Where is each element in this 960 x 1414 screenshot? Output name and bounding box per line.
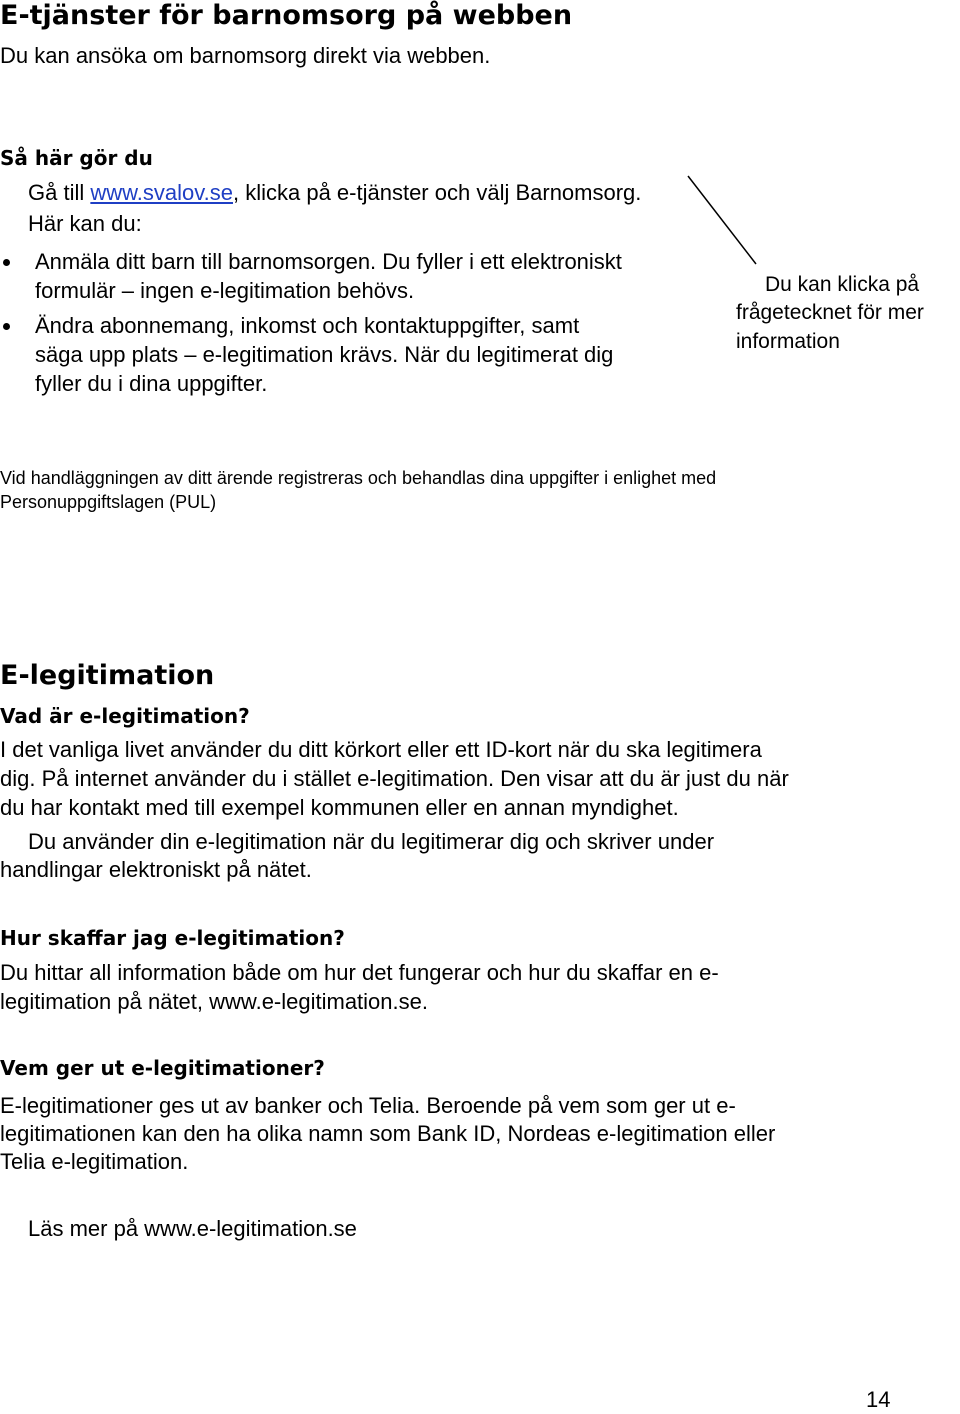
page-number: 14 bbox=[866, 1387, 891, 1412]
how-line-1: Du hittar all information både om hur det fungerar och hur du skaffar en e- bbox=[0, 960, 719, 985]
bullet-2-line-1: Ändra abonnemang, inkomst och kontaktuppgifter, samt bbox=[35, 313, 580, 338]
can-do-text: Här kan du: bbox=[28, 211, 142, 236]
howto-heading: Så här gör du bbox=[0, 146, 153, 170]
how-heading: Hur skaffar jag e-legitimation? bbox=[0, 926, 345, 950]
page-title: E-tjänster för barnomsorg på webben bbox=[0, 0, 573, 31]
bullet-2-line-3: fyller du i dina uppgifter. bbox=[35, 371, 268, 396]
who-line-3: Telia e-legitimation. bbox=[0, 1149, 189, 1174]
step-prefix: Gå till bbox=[28, 180, 91, 205]
section-title: E-legitimation bbox=[0, 660, 215, 691]
bullet-1-line-1: Anmäla ditt barn till barnomsorgen. Du fyller i ett elektroniskt bbox=[35, 249, 622, 274]
what-p2-line-2: handlingar elektroniskt på nätet. bbox=[0, 857, 312, 882]
what-p1-line-3: du har kontakt med till exempel kommunen eller en annan myndighet. bbox=[0, 795, 679, 820]
who-line-2: legitimationen kan den ha olika namn som Bank ID, Nordeas e-legitimation eller bbox=[0, 1121, 776, 1146]
what-p1-line-1: I det vanliga livet använder du ditt körkort eller ett ID-kort när du ska legitimera bbox=[0, 737, 762, 762]
intro-text: Du kan ansöka om barnomsorg direkt via webben. bbox=[0, 43, 491, 68]
step-suffix: , klicka på e-tjänster och välj Barnomsorg. bbox=[233, 180, 642, 205]
what-p1-line-2: dig. På internet använder du i stället e-legitimation. Den visar att du är just du när bbox=[0, 766, 789, 791]
pul-line-1: Vid handläggningen av ditt ärende registreras och behandlas dina uppgifter i enlighet med bbox=[0, 468, 717, 488]
callout-line-3: information bbox=[736, 330, 840, 353]
pul-line-2: Personuppgiftslagen (PUL) bbox=[0, 492, 217, 512]
who-heading: Vem ger ut e-legitimationer? bbox=[0, 1056, 325, 1080]
callout-line-1: Du kan klicka på bbox=[765, 273, 920, 296]
bullet-1-line-2: formulär – ingen e-legitimation behövs. bbox=[35, 278, 415, 303]
what-p2-line-1: Du använder din e-legitimation när du legitimerar dig och skriver under bbox=[28, 829, 715, 854]
what-heading: Vad är e-legitimation? bbox=[0, 704, 250, 728]
callout-line-2: frågetecknet för mer bbox=[736, 301, 924, 324]
how-line-2: legitimation på nätet, www.e-legitimation.se. bbox=[0, 989, 428, 1014]
read-more-text: Läs mer på www.e-legitimation.se bbox=[28, 1216, 357, 1241]
who-line-1: E-legitimationer ges ut av banker och Telia. Beroende på vem som ger ut e- bbox=[0, 1093, 736, 1118]
bullet-icon bbox=[3, 323, 10, 330]
svalov-link[interactable]: www.svalov.se bbox=[90, 180, 233, 205]
callout-pointer-line bbox=[0, 0, 960, 300]
bullet-2-line-2: säga upp plats – e-legitimation krävs. När du legitimerat dig bbox=[35, 342, 614, 367]
